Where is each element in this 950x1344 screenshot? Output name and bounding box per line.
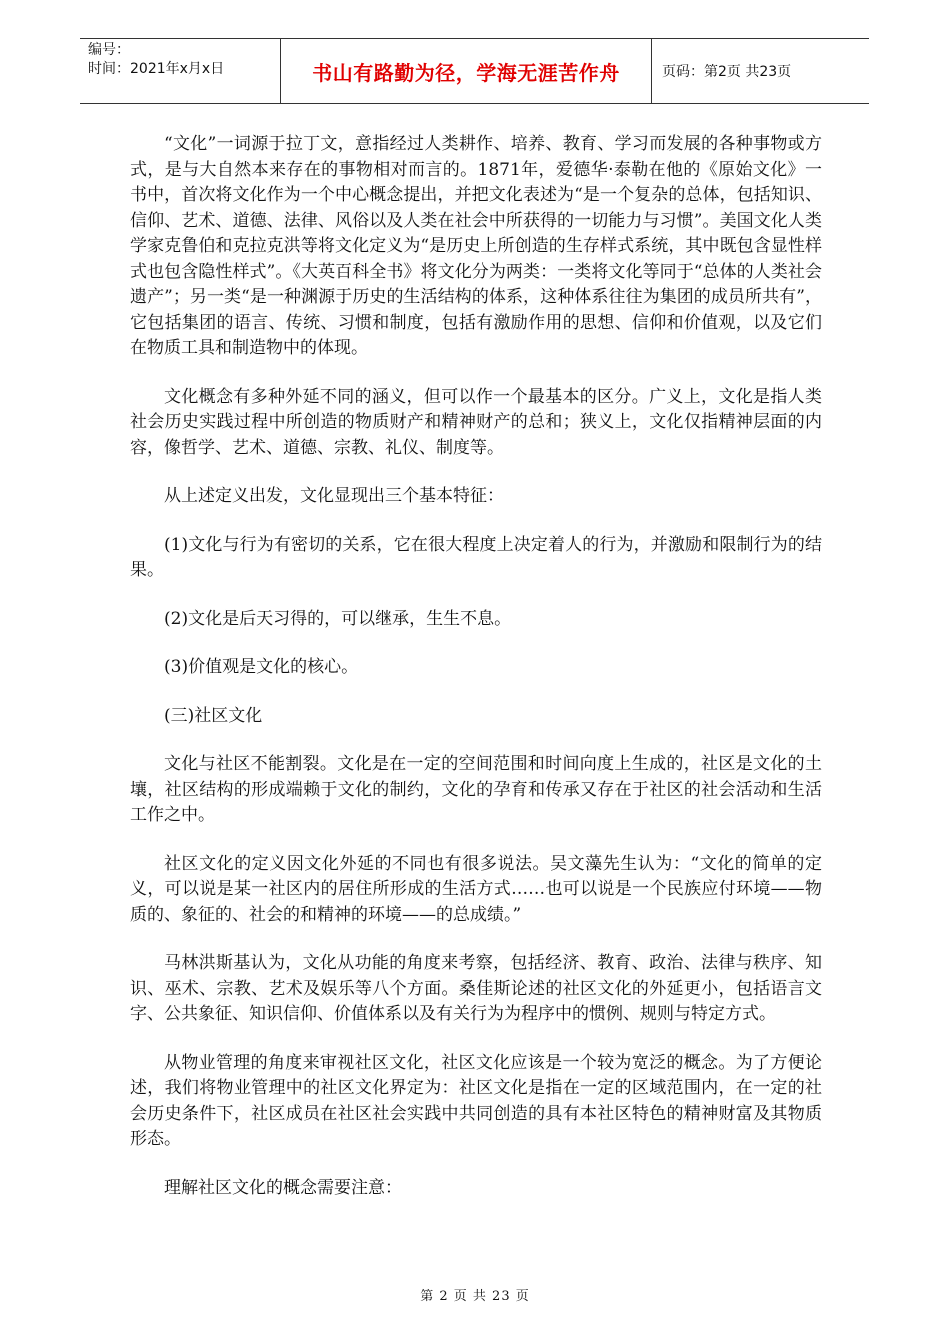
section-heading-community-culture: (三)社区文化 bbox=[164, 705, 263, 726]
paragraph-culture-origin: “文化”一词源于拉丁文，意指经过人类耕作、培养、教育、学习而发展的各种事物或方式，是与大自然本来存在的事物相对而言的。1871年，爱德华·泰勒在他的《原始文化》一书中，首次将文化作为一个中心概念提出，并把文化表述为“是一个复杂的总体，包括知识、信仰、艺术、道德、法律、风俗以及人类在社会中所获得的一切能力与习惯”。美国文化人类学家克鲁伯和克拉克洪等将文化定义为“是历史上所创造的生存样式系统，其中既包含显性样式也包含隐性样式”。《大英百科全书》将文化分为两类：一类将文化等同于“总体的人类社会遗产”；另一类“是一种渊源于历史的生活结构的体系，这种体系往往为集团的成员所共有”，它包括集团的语言、传统、习惯和制度，包括有激励作用的思想、信仰和价值观，以及它们在物质工具和制造物中的体现。 bbox=[130, 134, 822, 358]
paragraph-malinowski-definition: 马林洪斯基认为，文化从功能的角度来考察，包括经济、教育、政治、法律与秩序、知识、巫术、宗教、艺术及娱乐等八个方面。桑佳斯论述的社区文化的外延更小，包括语言文字、公共象征、知识信仰、价值体系以及有关行为为程序中的惯例、规则与特定方式。 bbox=[130, 953, 822, 1024]
header-meta bbox=[80, 39, 281, 103]
header-motto: 书山有路勤为径，学海无涯苦作舟 bbox=[281, 39, 652, 103]
paragraph-notes-intro: 理解社区文化的概念需要注意： bbox=[164, 1177, 402, 1198]
document-date-label: 时间：2021年x月x日 bbox=[88, 61, 225, 77]
paragraph-property-management-definition: 从物业管理的角度来审视社区文化，社区文化应该是一个较为宽泛的概念。为了方便论述，我们将物业管理中的社区文化界定为：社区文化是指在一定的区域范围内，在一定的社会历史条件下，社区成员在社区社会实践中共同创造的具有本社区特色的精神财富及其物质形态。 bbox=[130, 1052, 822, 1149]
paragraph-culture-scope: 文化概念有多种外延不同的涵义，但可以作一个最基本的区分。广义上，文化是指人类社会历史实践过程中所创造的物质财产和精神财产的总和；狭义上，文化仅指精神层面的内容，像哲学、艺术、道德、宗教、礼仪、制度等。 bbox=[130, 386, 822, 458]
list-item-feature-1: (1)文化与行为有密切的关系，它在很大程度上决定着人的行为，并激励和限制行为的结果。 bbox=[130, 534, 822, 580]
paragraph-culture-and-community: 文化与社区不能割裂。文化是在一定的空间范围和时间向度上生成的，社区是文化的土壤，社区结构的形成端赖于文化的制约，文化的孕育和传承又存在于社区的社会活动和生活工作之中。 bbox=[130, 754, 822, 825]
paragraph-wu-wenzao-definition: 社区文化的定义因文化外延的不同也有很多说法。吴文藻先生认为：“文化的简单的定义，可以说是某一社区内的居住所形成的生活方式……也可以说是一个民族应付环境——物质的、象征的、社会的和精神的环境——的总成绩。” bbox=[130, 853, 822, 925]
page-header bbox=[80, 38, 869, 104]
page-footer: 第 2 页 共 23 页 bbox=[420, 1289, 530, 1304]
header-page-number: 页码：第2页 共23页 bbox=[662, 64, 792, 80]
document-body bbox=[130, 132, 822, 1224]
list-item-feature-3: (3)价值观是文化的核心。 bbox=[164, 657, 359, 677]
list-item-feature-2: (2)文化是后天习得的，可以继承，生生不息。 bbox=[164, 608, 512, 629]
paragraph-features-intro: 从上述定义出发，文化显现出三个基本特征： bbox=[164, 486, 504, 506]
document-number-label: 编号： bbox=[88, 42, 130, 58]
